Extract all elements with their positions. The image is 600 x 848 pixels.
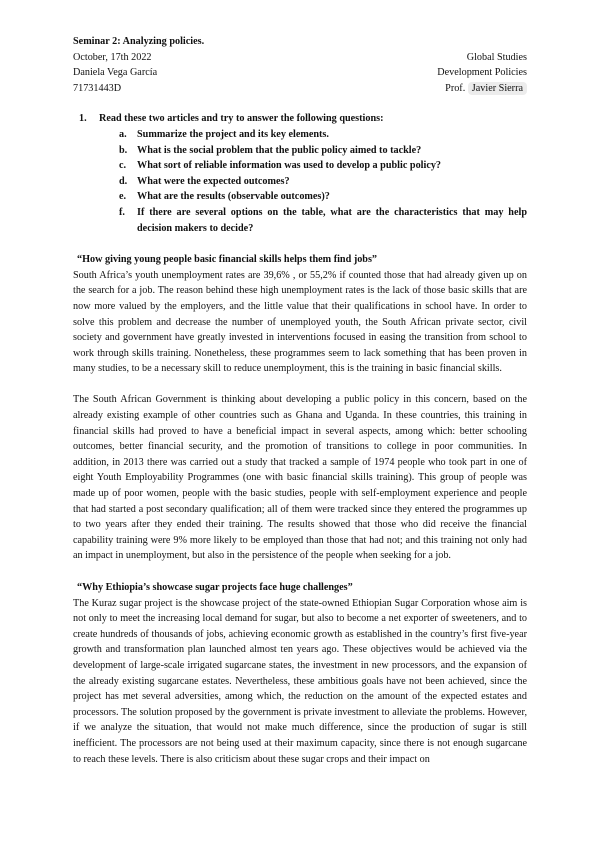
sub-question-text: What is the social problem that the public policy aimed to tackle?	[137, 144, 422, 156]
document-body	[73, 34, 527, 767]
question-prompt: Read these two articles and try to answer the following questions:	[99, 113, 384, 125]
document-title: Seminar 2: Analyzing policies.	[73, 36, 205, 47]
sub-question-letter: f.	[119, 206, 125, 218]
header-row-1	[73, 50, 527, 66]
subject-text: Development Policies	[437, 67, 527, 79]
sub-question-c	[73, 158, 527, 174]
professor-name: Javier Sierra	[468, 82, 527, 95]
question-list	[73, 111, 527, 236]
sub-question-b	[73, 143, 527, 159]
professor-line	[445, 81, 527, 97]
sub-question-text: Summarize the project and its key elements.	[137, 128, 329, 140]
author-name: Daniela Vega García	[73, 67, 158, 79]
sub-question-f	[73, 205, 527, 236]
article-1-paragraph-1: South Africa’s youth unemployment rates are 39,6% , or 55,2% if counted those that had already given up on the search for a job. The reason behind these high unemployment rates is the lack of those basic skills that are now more valued by the employers, and the little value that their qualifications in school have. In order to solve this problem and decrease the number of unemployed youth, the South African private sector, civil society and government have greatly invested in interventions focused in easing the transition from school to work through skills training. Nonetheless, these programmes seem to lack something that has been proven in many studies, to be a necessary skill to reduce unemployment, this is the training in basic financial skills.	[73, 269, 527, 375]
article-2-title: “Why Ethiopia’s showcase sugar projects face huge challenges”	[77, 582, 353, 593]
article-1-paragraph-2: The South African Government is thinking about developing a public policy in this concern, based on the already existing example of other countries such as Ghana and Uganda. In these countries, this training in financial skills had proved to have a beneficial impact in several aspects, among which: better schooling outcomes, better financial security, and the promotion of transitions to college in poor communities. In addition, in 2013 there was carried out a study that tracked a sample of 1974 people who took part in one of eight Youth Employability Programmes (one with basic financial skills training). This group of people was made up of poor women, people with the basic studies, people with self-employment experience and people that had started a post secondary qualification; all of them were tracked since they entered the programmes up to two years after they ended their training. The results showed that those who did receive the financial capability training were 9% more likely to be employed than those that had not; and this training not only had an impact in unemployment, but also in the persistence of the people when seeking for a job.	[73, 394, 527, 562]
article-2-paragraph-1: The Kuraz sugar project is the showcase project of the state-owned Ethiopian Sugar Corporation whose aim is not only to meet the increasing local demand for sugar, but also to become a net exporter of sweeteners, and to create hundreds of thousands of jobs, achieving economic growth as established in the country’s first five-year growth and transformation plan launched almost ten years ago. These objectives would be achieved via the development of large-scale irrigated sugarcane states, the investment in new processors, and the expansion of the already existing sugarcane estates. Nevertheless, these ambitious goals have not been achieved, since the project has met several adversities, among which, the reduction on the amount of the expected estates and processors. The solution proposed by the government is private investment to alleviate the problems. However, if we analyze the situation, that would not make much difference, since the production of sugar is still inefficient. The processors are not being used at their maximum capacity, since there is not enough sugarcane to reach these levels. There is also criticism about these sugar crops and their impact on	[73, 597, 527, 765]
sub-question-text: What sort of reliable information was used to develop a public policy?	[137, 160, 442, 172]
sub-question-letter: d.	[119, 175, 128, 187]
sub-question-letter: c.	[119, 160, 127, 172]
sub-question-text: If there are several options on the table, what are the characteristics that may help decision makers to decide?	[137, 206, 527, 234]
sub-question-e	[73, 189, 527, 205]
sub-question-text: What are the results (observable outcomes)?	[137, 191, 330, 203]
question-main	[73, 111, 527, 127]
sub-question-d	[73, 174, 527, 190]
sub-question-list	[73, 127, 527, 236]
course-text: Global Studies	[466, 51, 527, 63]
sub-question-letter: b.	[119, 144, 128, 156]
professor-prefix: Prof.	[445, 82, 466, 94]
sub-question-text: What were the expected outcomes?	[137, 175, 290, 187]
header-row-2	[73, 65, 527, 81]
student-id: 71731443D	[73, 82, 122, 94]
header-row-3	[73, 81, 527, 97]
date-text: October, 17th 2022	[73, 51, 152, 63]
article-1-title: “How giving young people basic financial skills helps them find jobs”	[77, 254, 378, 266]
sub-question-letter: e.	[119, 191, 127, 203]
sub-question-a	[73, 127, 527, 143]
question-number: 1.	[79, 113, 87, 125]
sub-question-letter: a.	[119, 128, 127, 140]
